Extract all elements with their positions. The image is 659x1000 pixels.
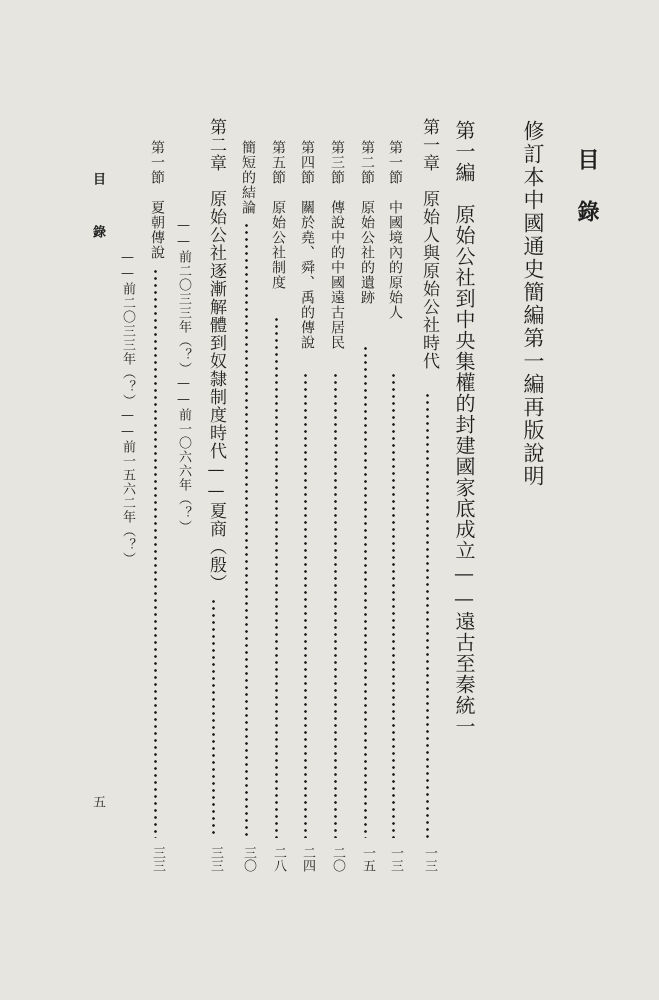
section-entry: 第三節 傳說中的中國遠古居民 bbox=[329, 140, 345, 350]
page-number: 二八 bbox=[271, 846, 286, 872]
page-number: 二〇 bbox=[330, 846, 345, 872]
leader-dots bbox=[275, 316, 278, 838]
leader-dots bbox=[426, 392, 429, 838]
section-xia-entry: 第一節 夏朝傳說 bbox=[149, 140, 165, 260]
leader-dots bbox=[304, 372, 307, 838]
running-title: 目錄 bbox=[90, 172, 105, 278]
page-number: 一三 bbox=[388, 846, 403, 872]
chapter-two-dates: ——前二〇三三年（？）——前一〇六六年（？） bbox=[176, 218, 191, 534]
page-number: 一三 bbox=[422, 846, 437, 872]
chapter-two-entry: 第二章 原始公社逐漸解體到奴隸制度時代——夏商（殷） bbox=[206, 118, 226, 592]
xia-dates: ——前二〇三三年（？）——前一五六二年（？） bbox=[120, 250, 135, 566]
section-entry: 第二節 原始公社的遺跡 bbox=[359, 140, 375, 305]
leader-dots bbox=[334, 372, 337, 838]
leader-dots bbox=[245, 222, 248, 838]
leader-dots bbox=[212, 598, 215, 838]
preface-entry: 修訂本中國通史簡編第一編再版說明 bbox=[521, 120, 545, 488]
section-entry: 第四節 關於堯、舜、禹的傳說 bbox=[299, 140, 315, 350]
page-number: 二四 bbox=[300, 846, 315, 872]
page-number: 三三 bbox=[208, 846, 223, 872]
page-number: 三〇 bbox=[241, 846, 256, 872]
section-entry: 第一節 中國境內的原始人 bbox=[387, 140, 403, 320]
conclusion-entry: 簡短的結論 bbox=[240, 140, 256, 215]
toc-title: 目錄 bbox=[574, 148, 600, 252]
leader-dots bbox=[364, 345, 367, 838]
page-number: 一五 bbox=[360, 846, 375, 872]
leader-dots bbox=[154, 268, 157, 838]
part-one-heading: 第一編 原始公社到中央集權的封建國家底成立——遠古至秦統一 bbox=[452, 120, 476, 737]
page-number: 三三 bbox=[150, 846, 165, 872]
chapter-one-entry: 第一章 原始人與原始公社時代 bbox=[419, 118, 439, 370]
section-entry: 第五節 原始公社制度 bbox=[270, 140, 286, 290]
folio-number: 五 bbox=[90, 795, 105, 808]
leader-dots bbox=[392, 372, 395, 838]
